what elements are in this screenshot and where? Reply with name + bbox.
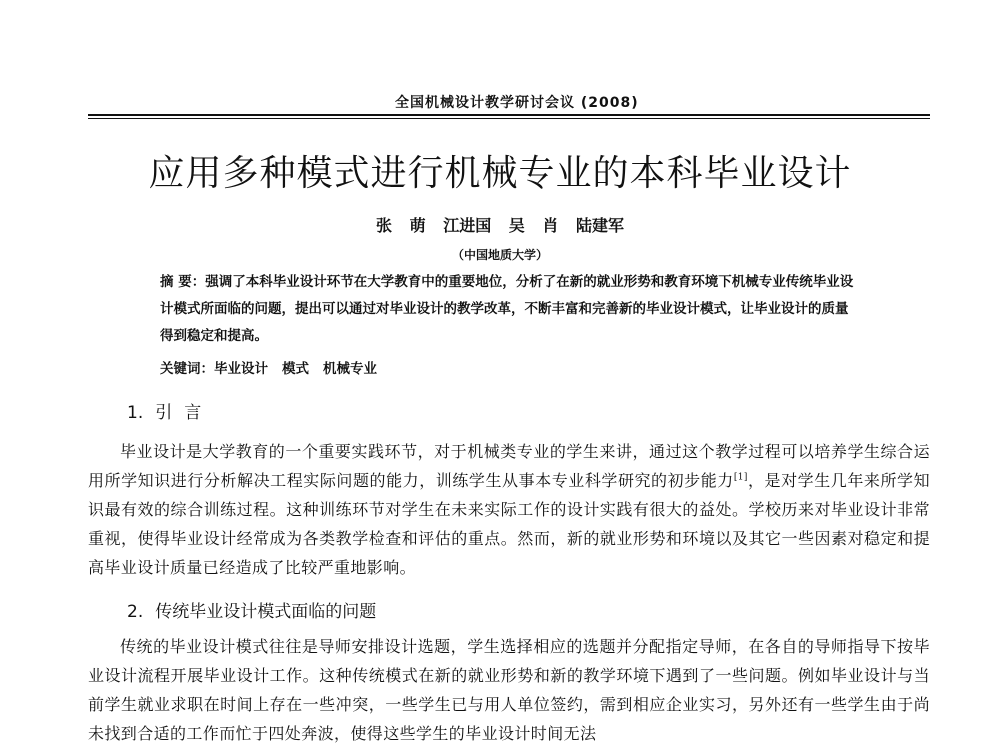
section-1-body [88,437,930,582]
header-rule-thick [88,114,930,116]
section-heading-1 [127,398,213,423]
author: 吴 肖 [508,216,559,235]
running-header: 全国机械设计教学研讨会议 (2008) [395,95,639,111]
citation: [1] [733,472,748,483]
affiliation: （中国地质大学） [451,248,548,262]
paragraph-text: ，是对学生几年来所学知识最有效的综合训练过程。这种训练环节对学生在未来实际工作的设计实践有很大的益处。学校历来对毕业设计非常重视，使得毕业设计经常成为各类教学检查和评估的重点。然而，新的就业形势和环境以及其它一些因素对稳定和提高毕业设计质量已经造成了比较严重地影响。 [88,471,930,577]
keywords-label: 关键词： [160,361,214,377]
keywords [160,357,391,377]
author: 陆建军 [575,216,624,235]
section-heading-2 [127,597,376,622]
paragraph [88,437,930,582]
section-2-body [88,632,930,748]
paragraph: 传统的毕业设计模式往往是导师安排设计选题，学生选择相应的选题并分配指定导师，在各自的导师指导下按毕业设计流程开展毕业设计工作。这种传统模式在新的就业形势和新的教学环境下遇到了一些问题。例如毕业设计与当前学生就业求职在时间上存在一些冲突，一些学生已与用人单位签约，需到相应企业实习，另外还有一些学生由于尚未找到合适的工作而忙于四处奔波，使得这些学生的毕业设计时间无法 [88,637,930,743]
paper-title: 应用多种模式进行机械专业的本科毕业设计 [148,153,852,194]
keyword: 毕业设计 [214,361,268,377]
section-number: 2. [127,602,144,622]
author: 江进国 [443,216,492,235]
section-number: 1. [127,403,144,423]
abstract-label: 摘 要： [160,274,206,290]
keyword: 机械专业 [323,361,377,377]
abstract-text: 强调了本科毕业设计环节在大学教育中的重要地位，分析了在新的就业形势和教育环境下机械专业传统毕业设计模式所面临的问题，提出可以通过对毕业设计的教学改革，不断丰富和完善新的毕业设计模式，让毕业设计的质量得到稳定和提高。 [160,274,854,344]
paragraph-text: 毕业设计是大学教育的一个重要实践环节，对于机械类专业的学生来讲，通过这个教学过程可以培养学生综合运用所学知识进行分析解决工程实际问题的能力，训练学生从事本专业科学研究的初步能力 [88,442,930,490]
section-title: 引言 [155,403,214,423]
keyword: 模式 [282,361,309,377]
author-list [0,213,1000,236]
section-title: 传统毕业设计模式面临的问题 [155,602,377,622]
header-rule-thin [88,118,930,119]
author: 张 萌 [376,216,426,235]
abstract [160,269,860,350]
